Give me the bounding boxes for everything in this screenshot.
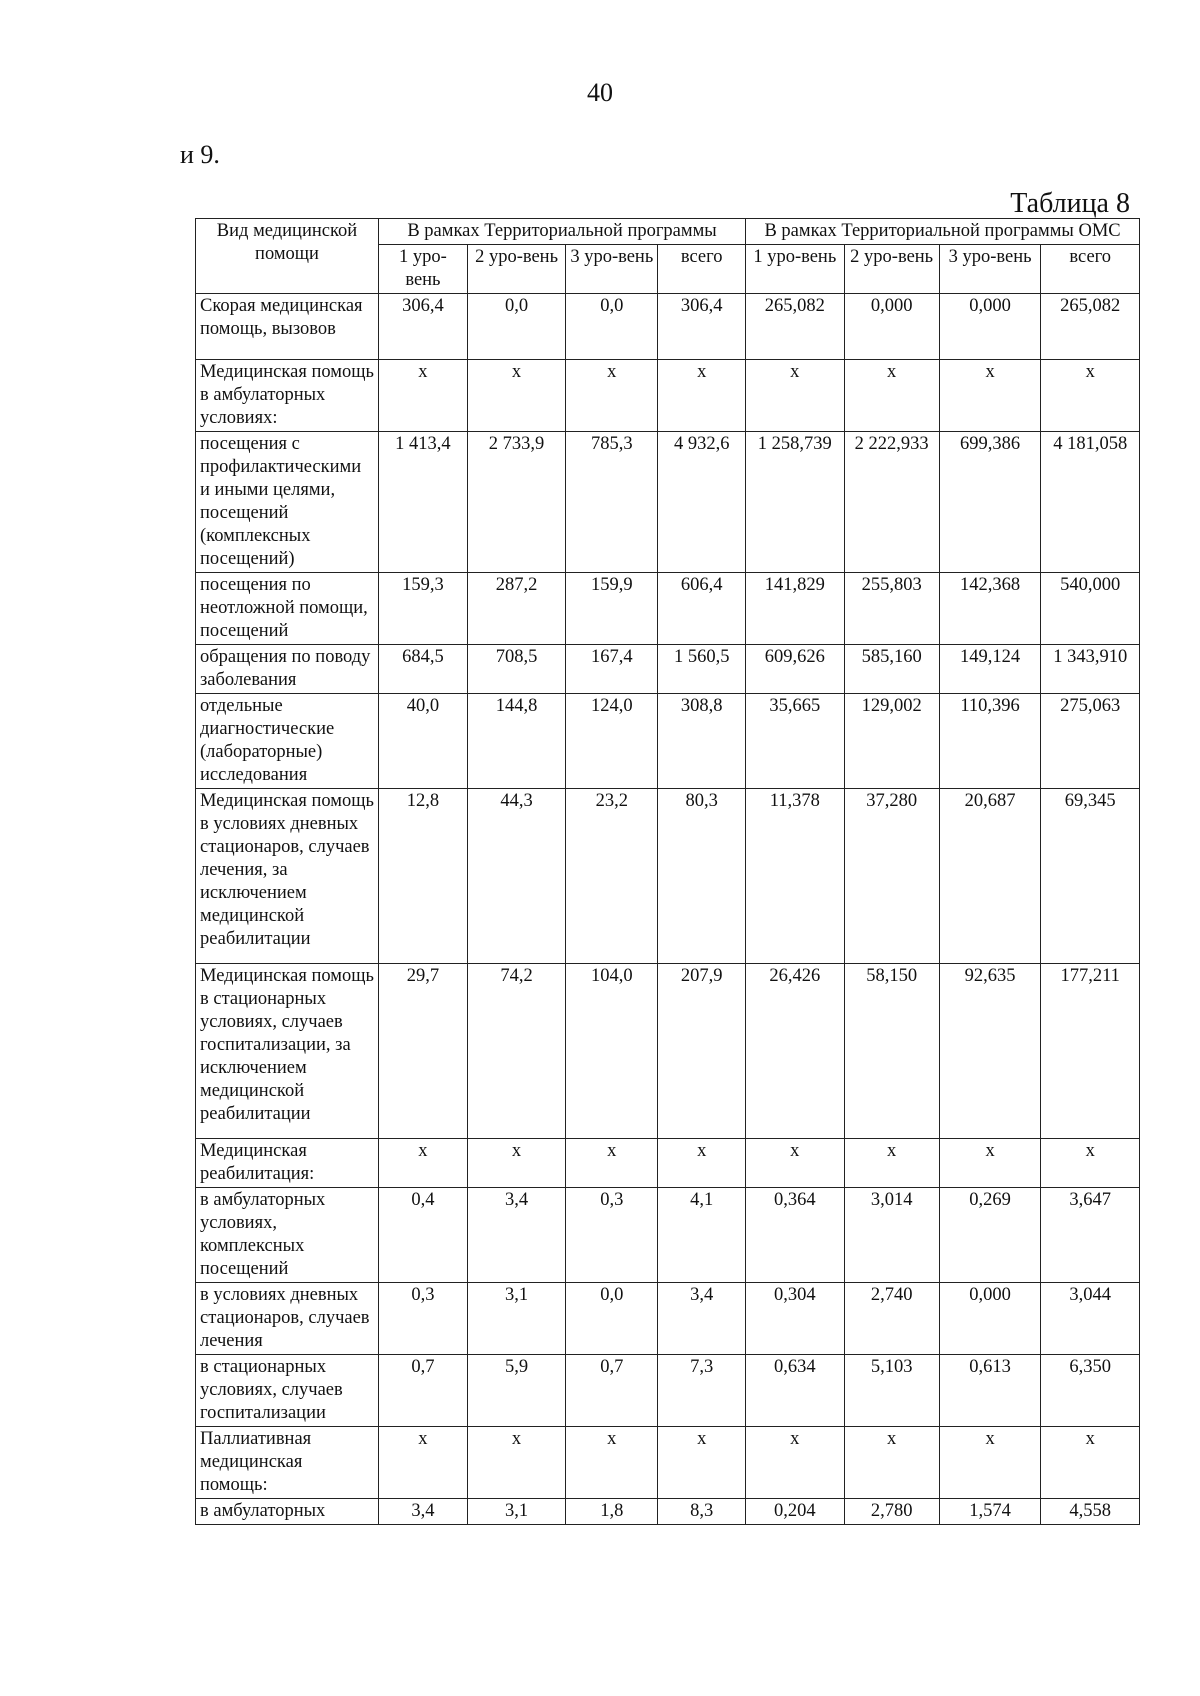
table-cell: 142,368 (939, 573, 1041, 645)
table-cell: х (1041, 360, 1140, 432)
table-cell: х (746, 1139, 844, 1188)
table-cell: 308,8 (658, 694, 746, 789)
subheader-oms-level-3: 3 уро-вень (939, 245, 1041, 294)
table-cell: х (1041, 1139, 1140, 1188)
table-cell: 275,063 (1041, 694, 1140, 789)
table-cell: 29,7 (379, 964, 468, 1139)
table-row (196, 1499, 1140, 1525)
table-cell: х (566, 1427, 658, 1499)
table-cell: х (467, 1427, 565, 1499)
table-cell: 3,4 (658, 1283, 746, 1355)
table-cell: х (844, 1139, 939, 1188)
row-label: Медицинская реабилитация: (196, 1139, 379, 1188)
table-cell: 7,3 (658, 1355, 746, 1427)
row-label: в условиях дневных стационаров, случаев лечения (196, 1283, 379, 1355)
continuation-text: и 9. (180, 140, 220, 169)
table-row (196, 1427, 1140, 1499)
table-cell: 58,150 (844, 964, 939, 1139)
table-cell: 1,8 (566, 1499, 658, 1525)
table-row (196, 1188, 1140, 1283)
table-row (196, 694, 1140, 789)
table-cell: 5,9 (467, 1355, 565, 1427)
table-cell: 6,350 (1041, 1355, 1140, 1427)
table-cell: 44,3 (467, 789, 565, 964)
table-cell: х (467, 360, 565, 432)
table-cell: 3,647 (1041, 1188, 1140, 1283)
table-cell: х (658, 360, 746, 432)
table-cell: х (1041, 1427, 1140, 1499)
table-cell: 708,5 (467, 645, 565, 694)
table-cell: 0,3 (379, 1283, 468, 1355)
table-cell: 287,2 (467, 573, 565, 645)
row-label: в амбулаторных (196, 1499, 379, 1525)
table-cell: 4 932,6 (658, 432, 746, 573)
table-cell: 40,0 (379, 694, 468, 789)
table-cell: 684,5 (379, 645, 468, 694)
table-cell: 0,7 (379, 1355, 468, 1427)
table-cell: 255,803 (844, 573, 939, 645)
table-cell: 2,740 (844, 1283, 939, 1355)
table-cell: 8,3 (658, 1499, 746, 1525)
table-cell: 159,3 (379, 573, 468, 645)
table-cell: х (746, 360, 844, 432)
table-row (196, 1283, 1140, 1355)
table-cell: 0,304 (746, 1283, 844, 1355)
subheader-level-3: 3 уро-вень (566, 245, 658, 294)
table-cell: 0,0 (467, 294, 565, 360)
table-cell: 2,780 (844, 1499, 939, 1525)
table-cell: х (566, 360, 658, 432)
table-cell: 0,634 (746, 1355, 844, 1427)
table-cell: 167,4 (566, 645, 658, 694)
table-cell: 606,4 (658, 573, 746, 645)
table-cell: 0,000 (939, 294, 1041, 360)
subheader-oms-total: всего (1041, 245, 1140, 294)
table-cell: 141,829 (746, 573, 844, 645)
table-cell: х (379, 1427, 468, 1499)
table-cell: 306,4 (379, 294, 468, 360)
subheader-level-2: 2 уро-вень (467, 245, 565, 294)
table-row (196, 964, 1140, 1139)
table-cell: х (939, 1427, 1041, 1499)
table-cell: х (844, 360, 939, 432)
table-cell: х (566, 1139, 658, 1188)
table-row (196, 432, 1140, 573)
row-label: в амбулаторных условиях, комплексных посещений (196, 1188, 379, 1283)
table-cell: 69,345 (1041, 789, 1140, 964)
table-cell: х (467, 1139, 565, 1188)
table-cell: 0,000 (939, 1283, 1041, 1355)
table-cell: 540,000 (1041, 573, 1140, 645)
table-cell: 0,0 (566, 294, 658, 360)
table-cell: 144,8 (467, 694, 565, 789)
table-cell: 1 343,910 (1041, 645, 1140, 694)
row-label: Медицинская помощь в условиях дневных стационаров, случаев лечения, за исключением медицинской реабилитации (196, 789, 379, 964)
subheader-level-1: 1 уро-вень (379, 245, 468, 294)
table-cell: 0,7 (566, 1355, 658, 1427)
row-label: обращения по поводу заболевания (196, 645, 379, 694)
table-cell: 585,160 (844, 645, 939, 694)
table-cell: 207,9 (658, 964, 746, 1139)
table-cell: 265,082 (1041, 294, 1140, 360)
row-label: посещения с профилактическими и иными целями, посещений (комплексных посещений) (196, 432, 379, 573)
table-row (196, 573, 1140, 645)
table-cell: х (379, 360, 468, 432)
table-cell: 3,1 (467, 1499, 565, 1525)
table-cell: 11,378 (746, 789, 844, 964)
table-cell: х (379, 1139, 468, 1188)
page-number: 40 (587, 78, 613, 107)
table-row (196, 789, 1140, 964)
table-cell: 159,9 (566, 573, 658, 645)
table-cell: 0,364 (746, 1188, 844, 1283)
table-cell: х (844, 1427, 939, 1499)
table-cell: х (658, 1139, 746, 1188)
header-care-type: Вид медицинской помощи (196, 219, 379, 294)
row-label: Скорая медицинская помощь, вызовов (196, 294, 379, 360)
table-row (196, 1139, 1140, 1188)
table-cell: 3,4 (379, 1499, 468, 1525)
header-territorial-program-oms: В рамках Территориальной программы ОМС (746, 219, 1140, 245)
table-cell: х (939, 1139, 1041, 1188)
table-cell: 0,269 (939, 1188, 1041, 1283)
table-cell: 26,426 (746, 964, 844, 1139)
table-cell: х (658, 1427, 746, 1499)
header-territorial-program: В рамках Территориальной программы (379, 219, 746, 245)
table-cell: х (939, 360, 1041, 432)
table-cell: 1 258,739 (746, 432, 844, 573)
table-cell: 35,665 (746, 694, 844, 789)
subheader-total: всего (658, 245, 746, 294)
table-cell: 1,574 (939, 1499, 1041, 1525)
table-cell: 699,386 (939, 432, 1041, 573)
table-cell: 609,626 (746, 645, 844, 694)
table-cell: 104,0 (566, 964, 658, 1139)
subheader-oms-level-1: 1 уро-вень (746, 245, 844, 294)
table-cell: 3,1 (467, 1283, 565, 1355)
row-label: Медицинская помощь в амбулаторных условиях: (196, 360, 379, 432)
table-cell: 0,613 (939, 1355, 1041, 1427)
table-cell: 2 222,933 (844, 432, 939, 573)
row-label: Паллиативная медицинская помощь: (196, 1427, 379, 1499)
table-row (196, 360, 1140, 432)
table-cell: 785,3 (566, 432, 658, 573)
table-cell: 23,2 (566, 789, 658, 964)
table-row (196, 294, 1140, 360)
table-cell: 4 181,058 (1041, 432, 1140, 573)
subheader-oms-level-2: 2 уро-вень (844, 245, 939, 294)
table-cell: 306,4 (658, 294, 746, 360)
table-cell: 0,000 (844, 294, 939, 360)
table-cell: 37,280 (844, 789, 939, 964)
table-cell: 2 733,9 (467, 432, 565, 573)
table-cell: 3,014 (844, 1188, 939, 1283)
table-cell: 12,8 (379, 789, 468, 964)
table-body (196, 294, 1140, 1525)
row-label: Медицинская помощь в стационарных условиях, случаев госпитализации, за исключением медицинской реабилитации (196, 964, 379, 1139)
table-cell: 20,687 (939, 789, 1041, 964)
table-cell: 4,558 (1041, 1499, 1140, 1525)
table-cell: 110,396 (939, 694, 1041, 789)
table-cell: 3,4 (467, 1188, 565, 1283)
table-cell: 0,4 (379, 1188, 468, 1283)
table-cell: х (746, 1427, 844, 1499)
row-label: отдельные диагностические (лабораторные) исследования (196, 694, 379, 789)
table-cell: 124,0 (566, 694, 658, 789)
table-cell: 0,204 (746, 1499, 844, 1525)
table-cell: 129,002 (844, 694, 939, 789)
table-cell: 74,2 (467, 964, 565, 1139)
table-cell: 149,124 (939, 645, 1041, 694)
table-cell: 5,103 (844, 1355, 939, 1427)
table-cell: 80,3 (658, 789, 746, 964)
table-cell: 4,1 (658, 1188, 746, 1283)
row-label: в стационарных условиях, случаев госпитализации (196, 1355, 379, 1427)
table-cell: 0,3 (566, 1188, 658, 1283)
table-cell: 177,211 (1041, 964, 1140, 1139)
table-row (196, 645, 1140, 694)
table-row (196, 1355, 1140, 1427)
table-cell: 1 413,4 (379, 432, 468, 573)
table-cell: 92,635 (939, 964, 1041, 1139)
medical-care-table (195, 218, 1140, 1525)
table-cell: 1 560,5 (658, 645, 746, 694)
table-caption: Таблица 8 (1010, 188, 1130, 219)
table-cell: 0,0 (566, 1283, 658, 1355)
table-cell: 265,082 (746, 294, 844, 360)
table-cell: 3,044 (1041, 1283, 1140, 1355)
row-label: посещения по неотложной помощи, посещений (196, 573, 379, 645)
